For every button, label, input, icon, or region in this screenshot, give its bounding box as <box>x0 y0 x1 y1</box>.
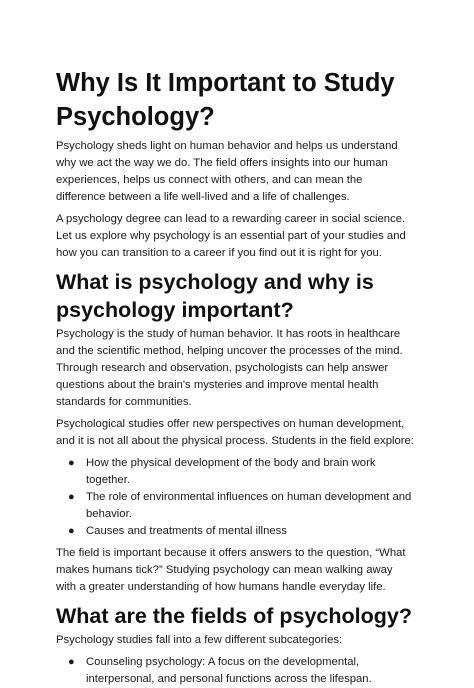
list-item: ● Causes and treatments of mental illness <box>84 523 414 540</box>
section1-paragraph-1: Psychology is the study of human behavior. It has roots in healthcare and the scientific method, helping uncover the processes of the mind. Through research and observation, psychologists can help answer questions about the brain's mysteries and improve mental health standards for communities. <box>56 328 403 408</box>
list-item: ● How the physical development of the body and brain work together. <box>68 457 376 486</box>
section2-paragraph-1: Psychology studies fall into a few different subcategories: <box>56 634 343 646</box>
list-item: ● Counseling psychology: A focus on the developmental, interpersonal, and personal functions across the lifespan. <box>68 656 372 685</box>
intro-paragraph-1: Psychology sheds light on human behavior and helps us understand why we act the way we do. The field offers insights into our human experiences, helps us connect with others, and can mean the difference between a life well-lived and a life of challenges. <box>56 140 398 203</box>
section1-bullet-list <box>56 455 414 540</box>
intro-paragraph-2: A psychology degree can lead to a rewarding career in social science. Let us explore why psychology is an essential part of your studies and how you can transition to a career if you find out it is right for you. <box>56 213 406 259</box>
section1-paragraph-2: Psychological studies offer new perspectives on human development, and it is not all about the physical process. Students in the field explore: <box>56 418 414 447</box>
bullet-icon: ● <box>68 656 75 668</box>
section-heading-fields-of-psychology: What are the fields of psychology? <box>56 604 412 628</box>
section-heading-what-is-psychology: What is psychology and why is psychology important? <box>56 270 374 322</box>
bullet-icon: ● <box>68 457 75 469</box>
bullet-icon: ● <box>68 525 75 537</box>
bullet-icon: ● <box>68 491 75 503</box>
document-title: Why Is It Important to Study Psychology? <box>56 69 395 131</box>
section1-paragraph-3: The field is important because it offers answers to the question, “What makes humans tick?” Studying psychology can mean walking away with a greater understanding of how humans handle everyday life. <box>56 547 406 593</box>
list-item: ● The role of environmental influences on human development and behavior. <box>68 491 412 520</box>
section2-bullet-list <box>56 654 414 688</box>
